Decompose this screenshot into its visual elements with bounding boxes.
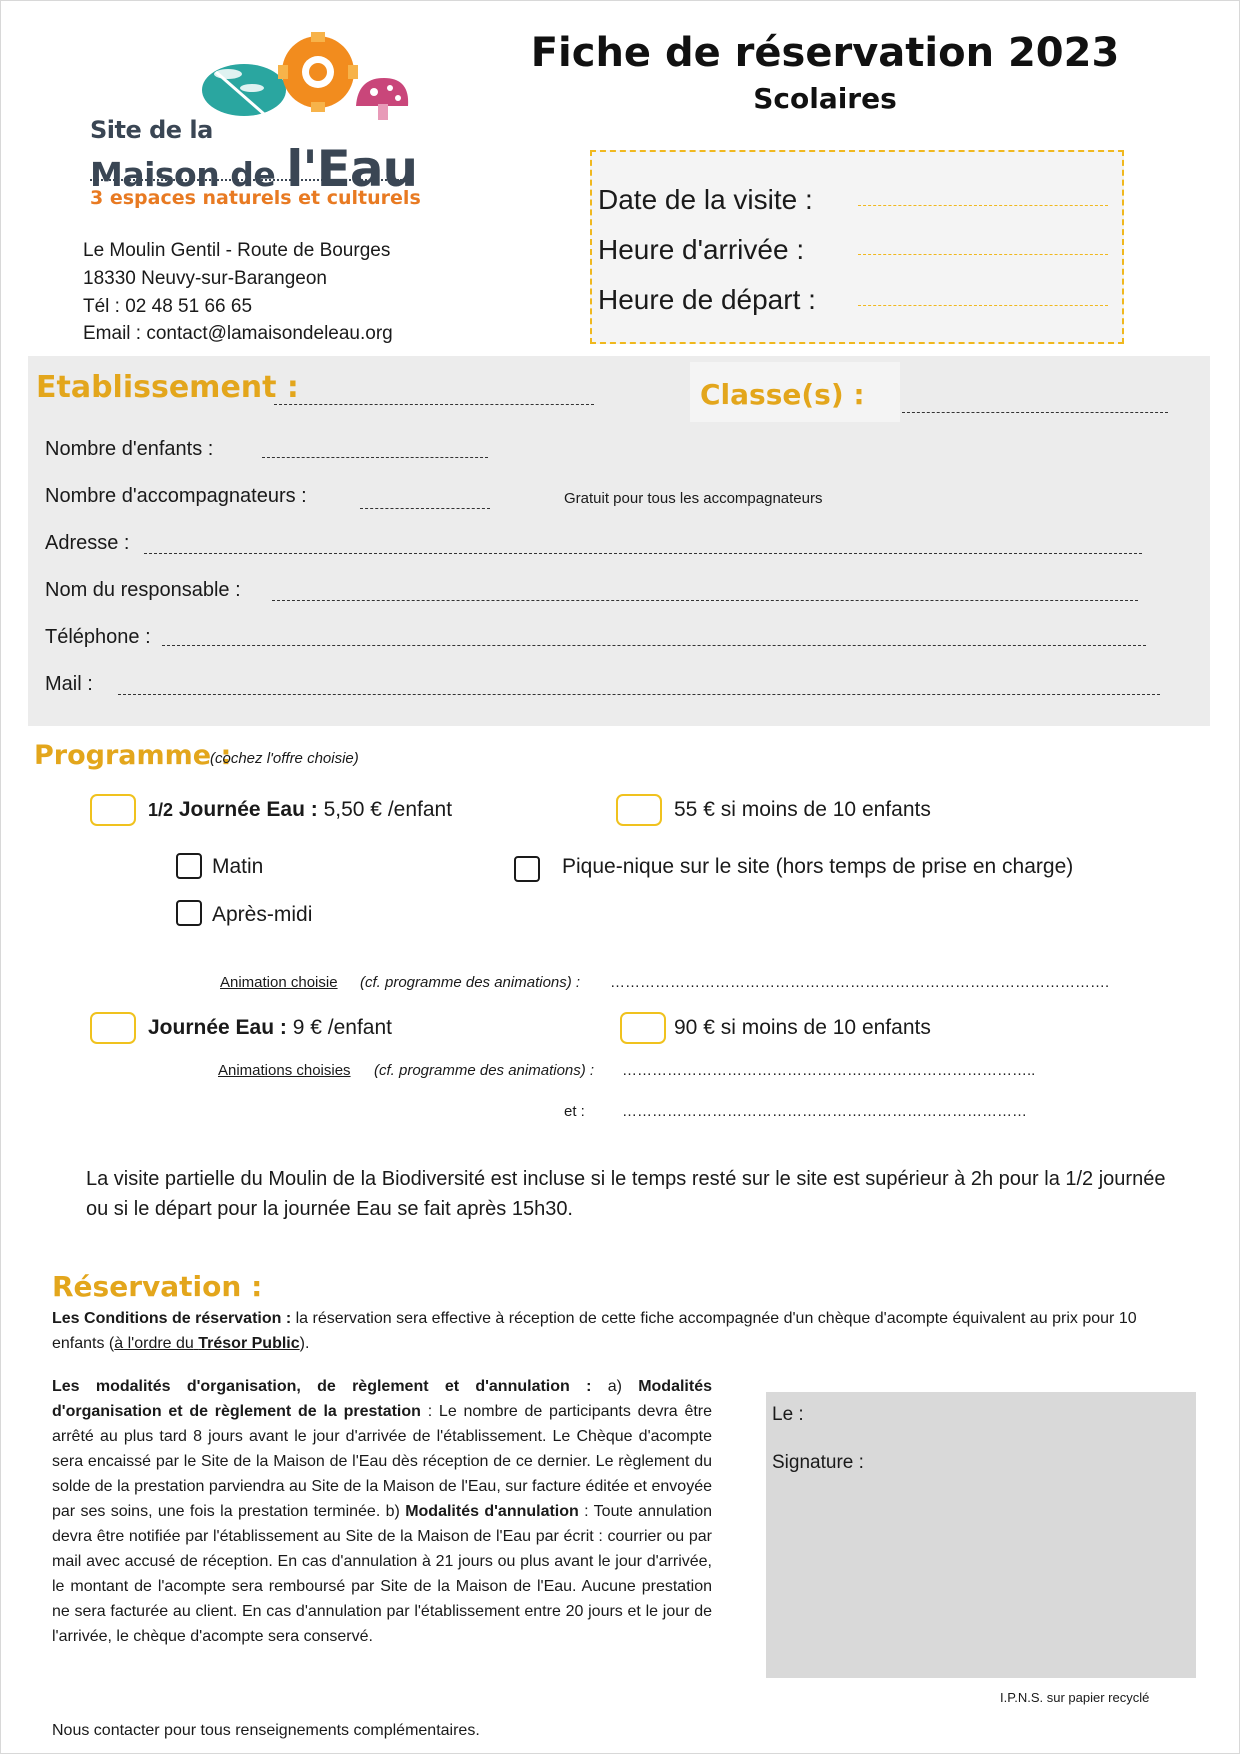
half-day-small-group-label: 55 € si moins de 10 enfants xyxy=(674,798,931,821)
classes-heading: Classe(s) : xyxy=(700,378,865,411)
departure-time-field[interactable] xyxy=(858,305,1108,306)
departure-time-label: Heure de départ : xyxy=(598,284,816,315)
picnic-label: Pique-nique sur le site (hors temps de prise en charge) xyxy=(562,855,1074,878)
programme-hint: (cochez l'offre choisie) xyxy=(210,750,359,767)
contact-note: Nous contacter pour tous renseignements complémentaires. xyxy=(52,1722,480,1739)
manager-name-label: Nom du responsable : xyxy=(45,579,241,601)
reservation-terms xyxy=(52,1374,712,1649)
conditions-text: la réservation sera effective à réception de cette fiche accompagnée d'un chèque d'acompte équivalent au prix pour 10 enfants ( xyxy=(52,1310,1137,1352)
logo-text-site: Site de la xyxy=(90,116,213,144)
half-day-price: 5,50 € /enfant xyxy=(323,798,453,821)
children-count-label: Nombre d'enfants : xyxy=(45,438,214,460)
full-day-small-group-label: 90 € si moins de 10 enfants xyxy=(674,1016,931,1039)
classes-field[interactable] xyxy=(902,412,1168,413)
establishment-heading: Etablissement : xyxy=(36,370,299,405)
telephone-field[interactable] xyxy=(162,645,1146,646)
address-field[interactable] xyxy=(144,553,1142,554)
logo-graphic xyxy=(198,34,420,130)
full-day-name: Journée Eau : xyxy=(148,1016,287,1039)
ipns-label: I.P.N.S. xyxy=(1000,1690,1044,1705)
arrival-time-field[interactable] xyxy=(858,254,1108,255)
page-subtitle: Scolaires xyxy=(753,82,897,115)
dragonfly-icon xyxy=(202,64,286,116)
address-city: 18330 Neuvy-sur-Barangeon xyxy=(83,268,327,289)
animations-ref: (cf. programme des animations) : xyxy=(374,1062,595,1079)
animation-chosen-field[interactable]: ………………………………………………………………………………………. xyxy=(610,974,1110,991)
visit-date-field[interactable] xyxy=(858,205,1108,206)
animation-ref: (cf. programme des animations) : xyxy=(360,974,581,991)
signature-label: Signature : xyxy=(772,1452,864,1473)
gear-icon xyxy=(278,32,358,112)
half-day-option-label xyxy=(148,798,452,822)
animations-chosen-label: Animations choisies xyxy=(218,1062,351,1079)
companions-free-note: Gratuit pour tous les accompagnateurs xyxy=(564,490,823,507)
logo-divider xyxy=(90,179,402,181)
address-label: Adresse : xyxy=(45,532,130,554)
recycled-label: sur papier recyclé xyxy=(1046,1690,1150,1705)
conditions-payee xyxy=(114,1335,299,1352)
visit-date-label: Date de la visite : xyxy=(598,184,813,215)
telephone-label: Téléphone : xyxy=(45,626,151,648)
logo-tagline: 3 espaces naturels et culturels xyxy=(90,187,421,209)
manager-name-field[interactable] xyxy=(272,600,1138,601)
mushroom-icon xyxy=(356,78,408,120)
address-street: Le Moulin Gentil - Route de Bourges xyxy=(83,240,391,261)
and-label: et : xyxy=(564,1103,585,1120)
logo-text-maison-de: Maison de xyxy=(90,155,276,194)
terms-a-label: Modalités d'organisation et de règlement de la prestation xyxy=(52,1378,712,1420)
signature-box[interactable] xyxy=(766,1392,1196,1678)
terms-b-label: Modalités d'annulation xyxy=(405,1503,579,1520)
full-day-option-label xyxy=(148,1016,392,1040)
ipns-note xyxy=(1000,1690,1149,1705)
morning-checkbox[interactable] xyxy=(176,853,202,879)
arrival-time-label: Heure d'arrivée : xyxy=(598,234,805,265)
mail-field[interactable] xyxy=(118,694,1160,695)
logo-text-eau: l'Eau xyxy=(286,140,418,198)
picnic-checkbox[interactable] xyxy=(514,856,540,882)
children-count-field[interactable] xyxy=(262,457,488,458)
address-email: Email : contact@lamaisondeleau.org xyxy=(83,323,393,344)
conditions-payee-name: Trésor Public xyxy=(198,1335,300,1352)
companions-count-label: Nombre d'accompagnateurs : xyxy=(45,485,307,507)
signature-date-label: Le : xyxy=(772,1404,804,1425)
conditions-end: ). xyxy=(299,1335,310,1352)
conditions-label: Les Conditions de réservation : xyxy=(52,1310,292,1327)
morning-label: Matin xyxy=(212,855,264,878)
half-day-small-group-checkbox[interactable] xyxy=(616,794,662,826)
reservation-heading: Réservation : xyxy=(52,1270,263,1303)
page-title: Fiche de réservation 2023 xyxy=(530,30,1120,76)
partial-visit-info: La visite partielle du Moulin de la Biodiversité est incluse si le temps resté sur le site est supérieur à 2h pour la 1/2 journée ou si le départ pour la journée Eau se fait après 15h30. xyxy=(86,1168,1166,1220)
afternoon-label: Après-midi xyxy=(212,903,313,926)
terms-b-text: : Toute annulation devra être notifiée par l'établissement au Site de la Maison de l'Eau par écrit : courrier ou par mail avec accusé de réception. En cas d'annulation à 21 jours ou plus avant le jour d'arrivée, le montant de l'acompte sera remboursé par Site de la Maison de l'Eau. Aucune prestation ne sera facturée au client. En cas d'annulation par l'établissement entre 20 jours et le jour de l'arrivée, le chèque d'acompte sera conservé. xyxy=(52,1503,713,1645)
programme-heading: Programme : xyxy=(34,740,232,771)
animation-chosen-label: Animation choisie xyxy=(220,974,338,991)
establishment-field[interactable] xyxy=(274,404,594,405)
full-day-checkbox[interactable] xyxy=(90,1012,136,1044)
companions-count-field[interactable] xyxy=(360,508,490,509)
half-day-prefix: 1/2 xyxy=(148,800,174,820)
full-day-price: 9 € /enfant xyxy=(292,1016,392,1039)
reservation-conditions xyxy=(52,1306,1182,1356)
half-day-checkbox[interactable] xyxy=(90,794,136,826)
animations-chosen-field-1[interactable]: ……………………………………………………………………….. xyxy=(622,1062,1036,1079)
half-day-name: Journée Eau : xyxy=(178,798,318,821)
terms-label: Les modalités d'organisation, de règlement et d'annulation : xyxy=(52,1378,592,1395)
terms-a: a) xyxy=(607,1378,622,1395)
address-phone: Tél : 02 48 51 66 65 xyxy=(83,296,253,317)
animations-chosen-field-2[interactable]: ……………………………………………………………………… xyxy=(622,1103,1027,1120)
mail-label: Mail : xyxy=(45,673,93,695)
terms-a-text: : Le nombre de participants devra être arrêté au plus tard 8 jours avant le jour d'arrivée de l'établissement. Le Chèque d'acompte sera encaissé par le Site de la Maison de l'Eau dès réception de ce dernier. Le règlement du solde de la prestation parviendra au Site de la Maison de l'Eau, sur facture éditée et envoyée par ses soins, une fois la prestation terminée. b) xyxy=(52,1403,713,1520)
full-day-small-group-checkbox[interactable] xyxy=(620,1012,666,1044)
conditions-payee-prefix: à l'ordre du xyxy=(114,1335,194,1352)
afternoon-checkbox[interactable] xyxy=(176,900,202,926)
